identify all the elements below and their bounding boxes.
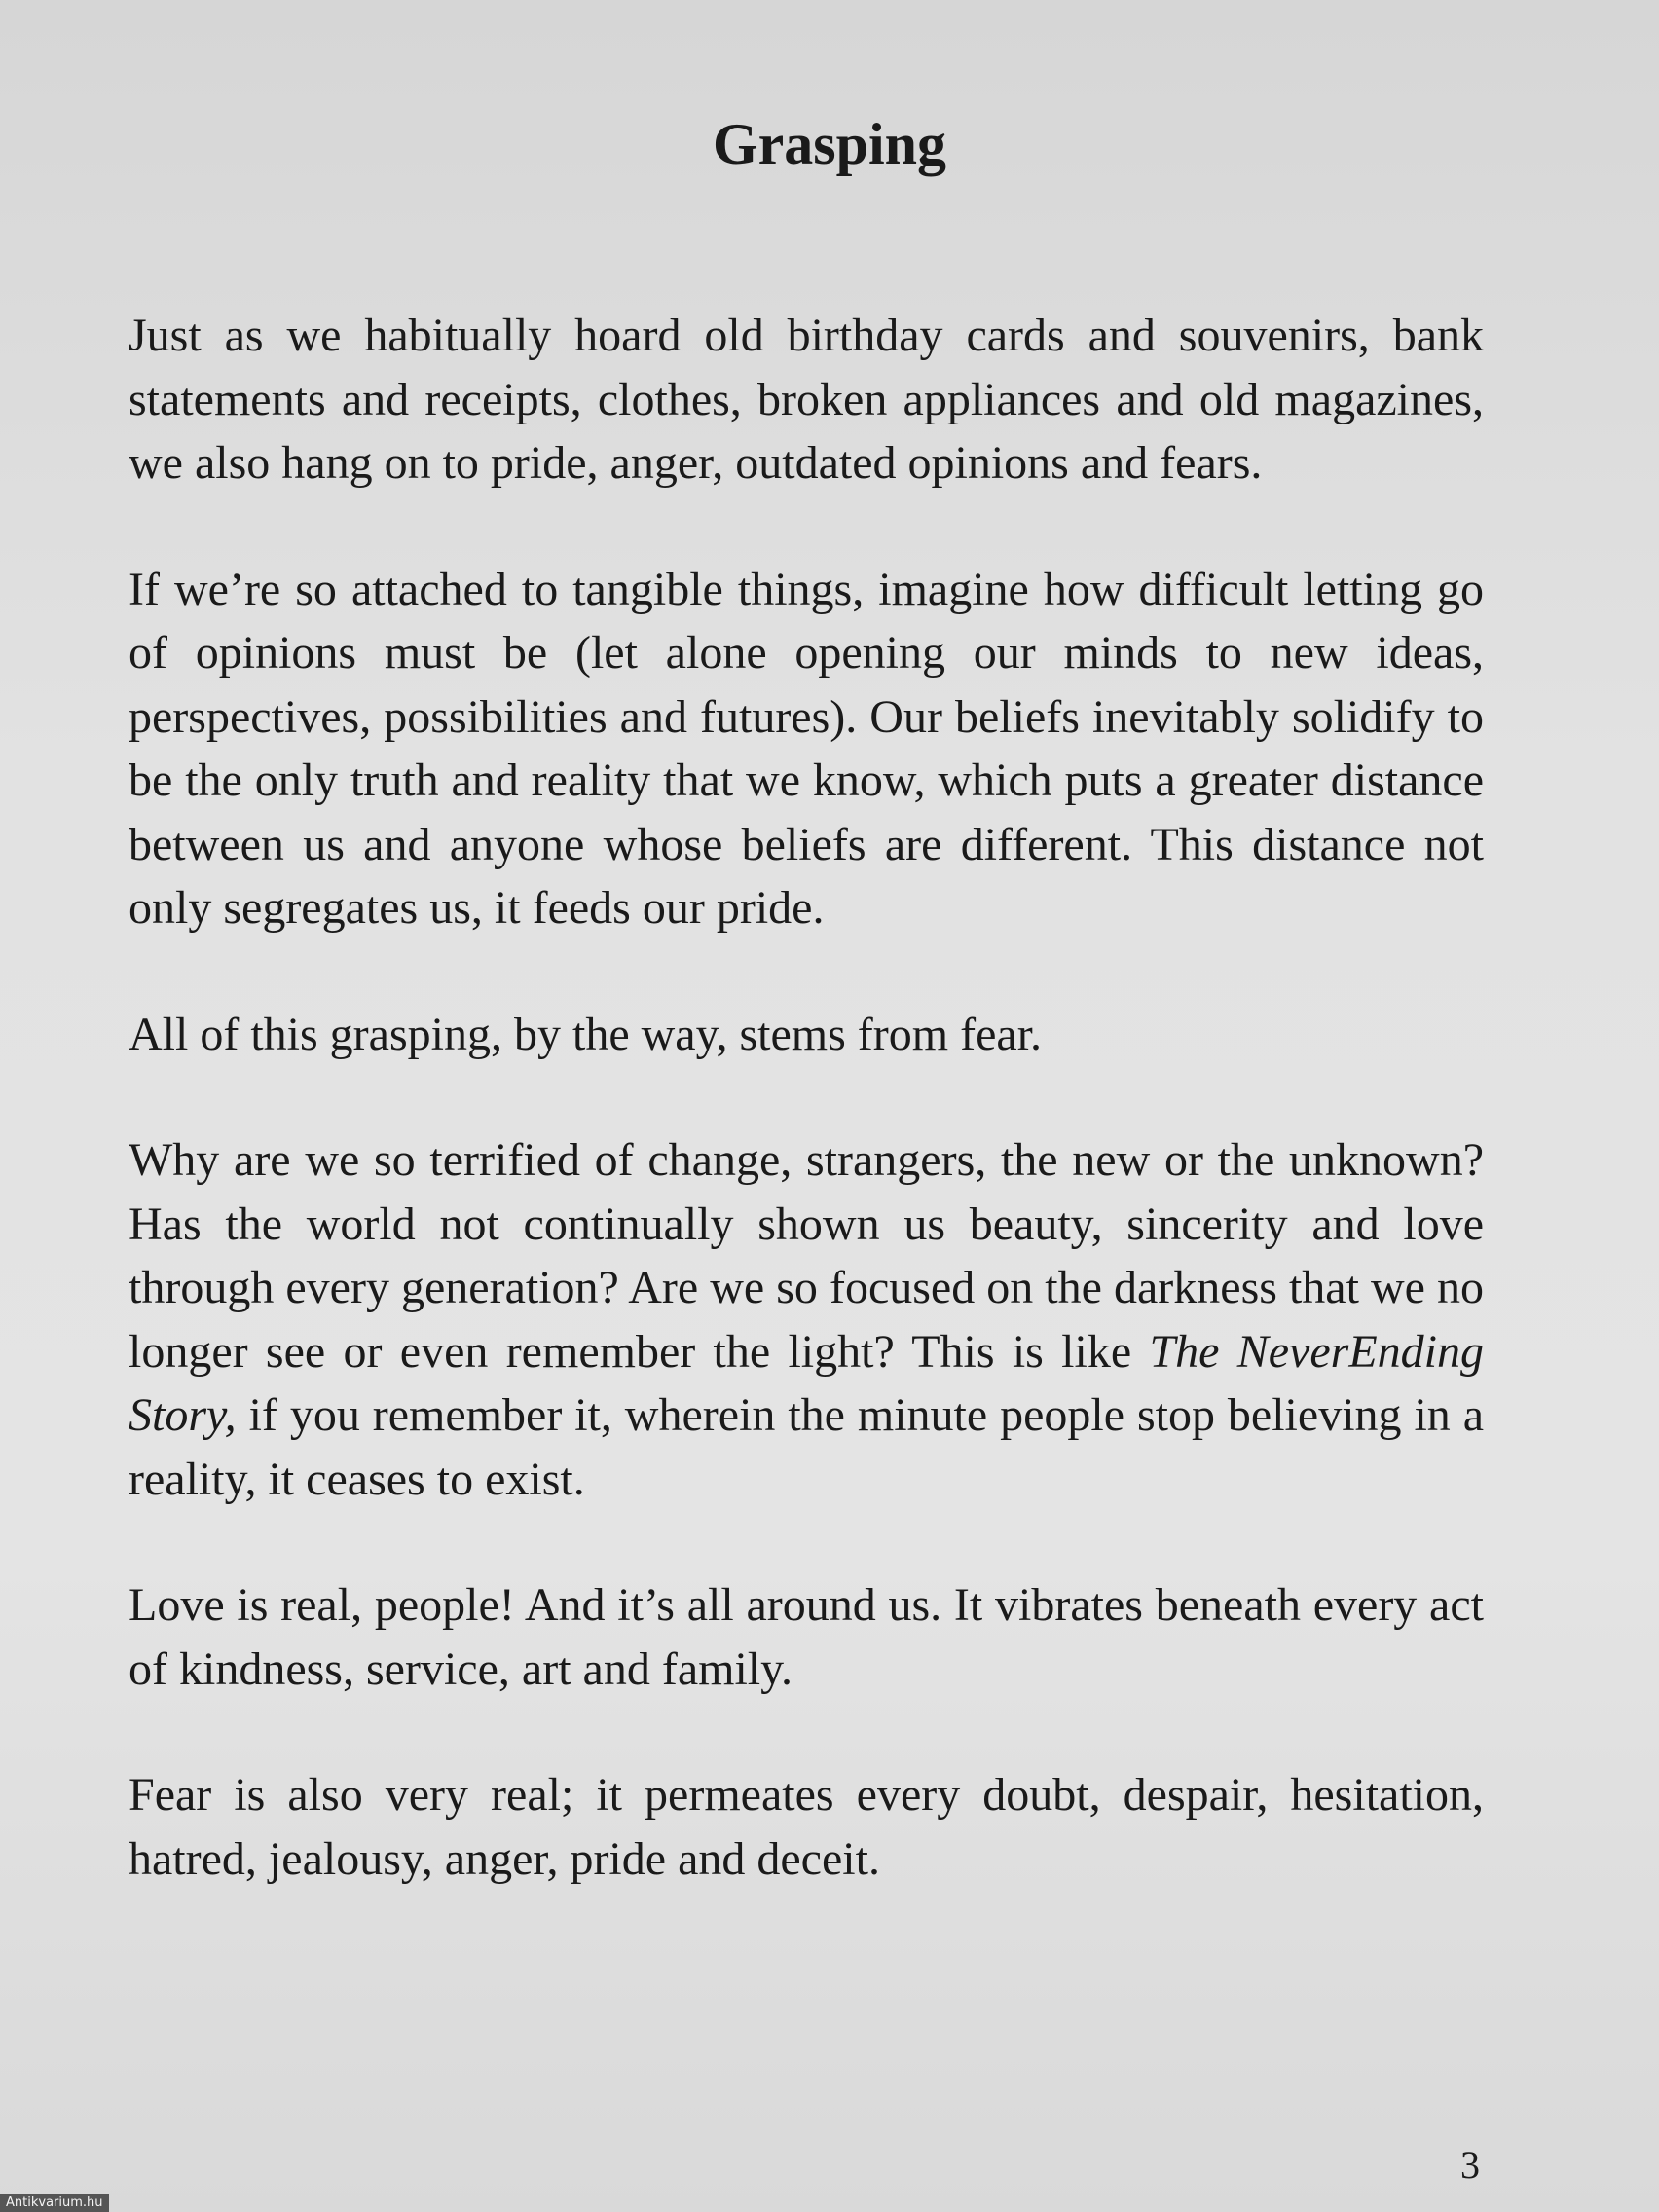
paragraph-5: Love is real, people! And it’s all around us. It vibrates beneath every act of kindness, service, art and family. xyxy=(129,1579,1484,1695)
paragraph-6: Fear is also very real; it permeates every doubt, despair, hesitation, hatred, jealousy, anger, pride and deceit. xyxy=(129,1769,1484,1885)
book-title-italic: The NeverEnding Story, xyxy=(129,1325,1484,1441)
paragraph-2: If we’re so attached to tangible things, imagine how difficult letting go of opinions must be (let alone opening our minds to new ideas, perspectives, possibilities and futures). Our beliefs inevitably solidify to be the only truth and reality that we know, which puts a greater distance between us and anyone whose beliefs are different. This distance not only segregates us, it feeds our pride. xyxy=(129,563,1484,934)
body-text xyxy=(129,304,1484,1953)
paragraph-4-text-before: Why are we so terrified of change, strangers, the new or the unknown? Has the world not continually shown us beauty, sincerity and love through every generation? Are we so focused on the darkness that we no longer see or even remember the light? This is like xyxy=(129,1134,1484,1378)
paragraph-3: All of this grasping, by the way, stems from fear. xyxy=(129,1008,1043,1060)
page-title: Grasping xyxy=(712,112,947,176)
page-number: 3 xyxy=(1460,2143,1480,2187)
paragraph-4 xyxy=(129,1128,1484,1511)
watermark-logo: Antikvarium.hu xyxy=(0,2194,109,2212)
paragraph-1: Just as we habitually hoard old birthday cards and souvenirs, bank statements and receipts, clothes, broken appliances and old magazines, we also hang on to pride, anger, outdated opinions and fears. xyxy=(129,310,1484,489)
paragraph-4-text-after: if you remember it, wherein the minute people stop believing in a reality, it ceases to exist. xyxy=(129,1389,1484,1505)
